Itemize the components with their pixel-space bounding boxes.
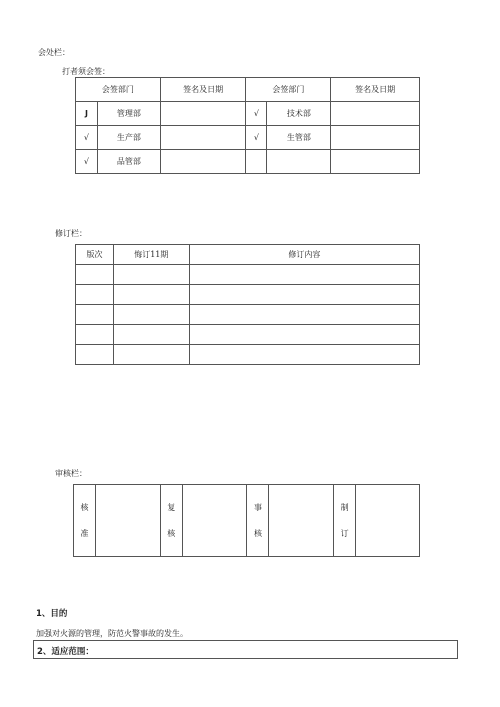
signature-cell[interactable] (331, 150, 420, 174)
purpose-heading: 1、目的 (36, 609, 68, 619)
department-name: 生管部 (267, 126, 331, 150)
header-sign-right: 签名及日期 (331, 78, 420, 102)
approve-label-top: 核 (80, 502, 89, 512)
date-cell[interactable] (113, 265, 189, 285)
countersign-row (76, 102, 420, 126)
date-cell[interactable] (113, 345, 189, 365)
signature-cell[interactable] (160, 126, 246, 150)
approve-label-bottom: 准 (80, 528, 89, 538)
countersign-row (76, 126, 420, 150)
matter-check-signature-cell[interactable] (269, 485, 334, 557)
signature-cell[interactable] (331, 126, 420, 150)
header-sign-left: 签名及日期 (160, 78, 246, 102)
version-cell[interactable] (76, 325, 114, 345)
review-table (73, 484, 420, 557)
check-mark: √ (76, 150, 98, 174)
version-cell[interactable] (76, 345, 114, 365)
revision-row (76, 265, 420, 285)
date-cell[interactable] (113, 285, 189, 305)
check-mark: √ (76, 126, 98, 150)
department-name: 技术部 (267, 102, 331, 126)
recheck-label-top: 复 (167, 502, 176, 512)
header-revision-content: 修订内容 (189, 245, 419, 265)
header-dept-left: 会签部门 (76, 78, 161, 102)
revision-row (76, 305, 420, 325)
revision-row (76, 345, 420, 365)
department-name: 品管部 (97, 150, 160, 174)
header-dept-right: 会签部门 (246, 78, 331, 102)
purpose-body: 加强对火源的管理，防范火警事故的发生。 (36, 629, 188, 638)
matter-check-label-top: 事 (253, 502, 262, 512)
content-cell[interactable] (189, 305, 419, 325)
prepare-label-cell (334, 485, 356, 557)
review-section-label: 审核栏： (55, 469, 87, 478)
version-cell[interactable] (76, 305, 114, 325)
revision-section-label: 修订栏： (55, 229, 87, 238)
prepare-signature-cell[interactable] (356, 485, 420, 557)
approve-signature-cell[interactable] (95, 485, 160, 557)
header-version: 版次 (76, 245, 114, 265)
countersign-header-row (76, 78, 420, 102)
content-cell[interactable] (189, 265, 419, 285)
approve-label-cell (74, 485, 96, 557)
signature-cell[interactable] (160, 150, 246, 174)
revision-row (76, 285, 420, 305)
date-cell[interactable] (113, 305, 189, 325)
review-row (74, 485, 420, 557)
version-cell[interactable] (76, 285, 114, 305)
signature-cell[interactable] (160, 102, 246, 126)
scope-box (33, 640, 458, 659)
countersign-section-label: 会处栏： (38, 48, 70, 57)
date-cell[interactable] (113, 325, 189, 345)
recheck-label-bottom: 核 (167, 528, 176, 538)
matter-check-label-bottom: 核 (253, 528, 262, 538)
countersign-table (75, 77, 420, 174)
countersign-row (76, 150, 420, 174)
scope-heading: 2、适应范围： (37, 647, 94, 657)
department-name: 管理部 (97, 102, 160, 126)
recheck-signature-cell[interactable] (182, 485, 247, 557)
header-revision-date: 悔订11期 (113, 245, 189, 265)
revision-header-row (76, 245, 420, 265)
prepare-label-bottom: 订 (340, 528, 349, 538)
check-mark: √ (246, 102, 267, 126)
matter-check-label-cell (247, 485, 269, 557)
revision-row (76, 325, 420, 345)
signature-cell[interactable] (331, 102, 420, 126)
department-name (267, 150, 331, 174)
recheck-label-cell (160, 485, 182, 557)
check-mark: J (76, 102, 98, 126)
version-cell[interactable] (76, 265, 114, 285)
check-mark (246, 150, 267, 174)
content-cell[interactable] (189, 325, 419, 345)
content-cell[interactable] (189, 345, 419, 365)
department-name: 生产部 (97, 126, 160, 150)
check-mark: √ (246, 126, 267, 150)
content-cell[interactable] (189, 285, 419, 305)
countersign-required-label: 打者须会签： (62, 67, 110, 76)
revision-table (75, 244, 420, 365)
prepare-label-top: 制 (340, 502, 349, 512)
